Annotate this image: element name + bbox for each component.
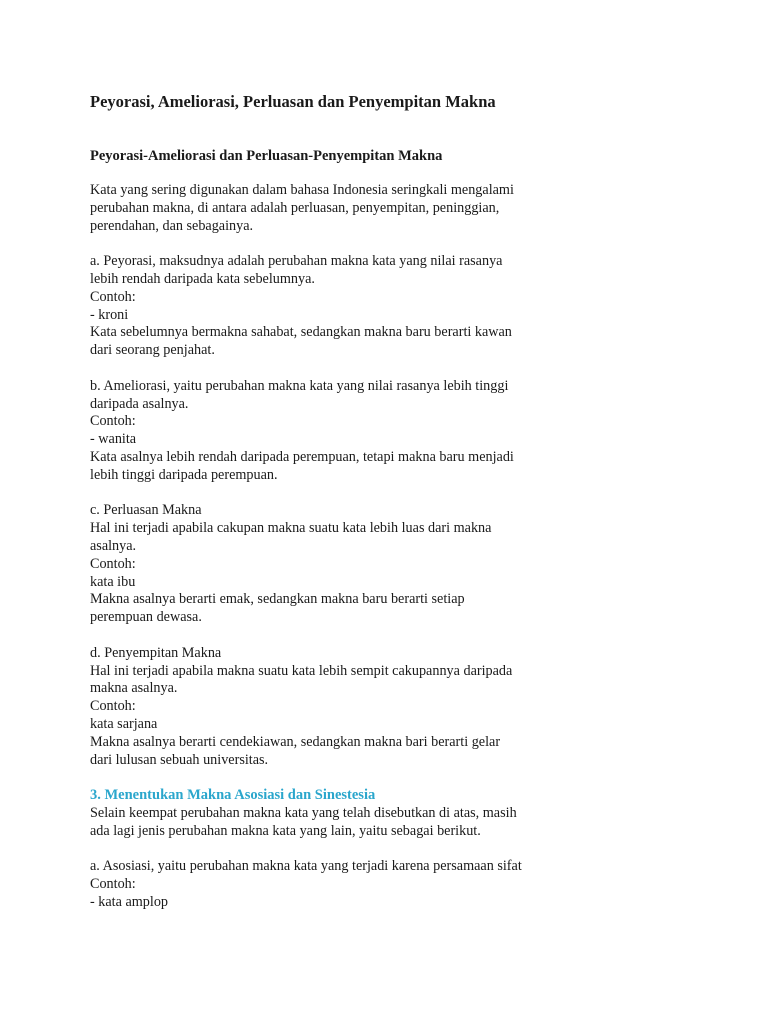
perluasan-line: kata ibu — [90, 573, 136, 590]
penyempitan-line: d. Penyempitan Makna — [90, 644, 222, 661]
document-title: Peyorasi, Ameliorasi, Perluasan dan Penyempitan Makna — [90, 92, 496, 111]
perluasan-line: Contoh: — [90, 555, 136, 572]
perluasan-paragraph — [90, 502, 730, 627]
perluasan-line: c. Perluasan Makna — [90, 502, 202, 519]
asosiasi-paragraph — [90, 858, 730, 911]
penyempitan-line: Hal ini terjadi apabila makna suatu kata lebih sempit cakupannya daripada — [90, 662, 513, 679]
section3-line: Selain keempat perubahan makna kata yang telah disebutkan di atas, masih — [90, 804, 517, 821]
perluasan-line: asalnya. — [90, 537, 137, 554]
penyempitan-line: dari lulusan sebuah universitas. — [90, 751, 269, 768]
perluasan-line: perempuan dewasa. — [90, 609, 202, 626]
penyempitan-line: makna asalnya. — [90, 680, 178, 697]
ameliorasi-line: lebih tinggi daripada perempuan. — [90, 466, 278, 483]
intro-line: perendahan, dan sebagainya. — [90, 217, 254, 234]
section3-line: ada lagi jenis perubahan makna kata yang lain, yaitu sebagai berikut. — [90, 822, 481, 839]
penyempitan-line: kata sarjana — [90, 715, 158, 732]
section3-paragraph — [90, 787, 730, 840]
peyorasi-line: - kroni — [90, 306, 129, 323]
perluasan-line: Hal ini terjadi apabila cakupan makna suatu kata lebih luas dari makna — [90, 520, 492, 537]
asosiasi-line: a. Asosiasi, yaitu perubahan makna kata yang terjadi karena persamaan sifat — [90, 858, 522, 875]
ameliorasi-line: daripada asalnya. — [90, 395, 189, 412]
intro-paragraph — [90, 182, 730, 235]
asosiasi-line: - kata amplop — [90, 893, 169, 910]
ameliorasi-paragraph — [90, 378, 730, 485]
ameliorasi-line: - wanita — [90, 431, 137, 448]
intro-line: perubahan makna, di antara adalah perluasan, penyempitan, peninggian, — [90, 199, 500, 216]
ameliorasi-line: Contoh: — [90, 413, 136, 430]
asosiasi-line: Contoh: — [90, 876, 136, 893]
section-heading: 3. Menentukan Makna Asosiasi dan Sinestesia — [90, 787, 376, 804]
peyorasi-line: Kata sebelumnya bermakna sahabat, sedangkan makna baru berarti kawan — [90, 324, 512, 341]
peyorasi-line: lebih rendah daripada kata sebelumnya. — [90, 270, 315, 287]
penyempitan-paragraph — [90, 645, 730, 770]
peyorasi-line: dari seorang penjahat. — [90, 342, 215, 359]
peyorasi-paragraph — [90, 253, 730, 360]
penyempitan-line: Makna asalnya berarti cendekiawan, sedangkan makna bari berarti gelar — [90, 733, 501, 750]
document-body — [90, 182, 730, 929]
perluasan-line: Makna asalnya berarti emak, sedangkan makna baru berarti setiap — [90, 591, 465, 608]
intro-line: Kata yang sering digunakan dalam bahasa Indonesia seringkali mengalami — [90, 182, 514, 198]
peyorasi-line: a. Peyorasi, maksudnya adalah perubahan makna kata yang nilai rasanya — [90, 253, 503, 270]
peyorasi-line: Contoh: — [90, 288, 136, 305]
document-subtitle: Peyorasi-Ameliorasi dan Perluasan-Penyempitan Makna — [90, 148, 443, 164]
ameliorasi-line: b. Ameliorasi, yaitu perubahan makna kata yang nilai rasanya lebih tinggi — [90, 377, 509, 394]
penyempitan-line: Contoh: — [90, 698, 136, 715]
ameliorasi-line: Kata asalnya lebih rendah daripada perempuan, tetapi makna baru menjadi — [90, 448, 514, 465]
